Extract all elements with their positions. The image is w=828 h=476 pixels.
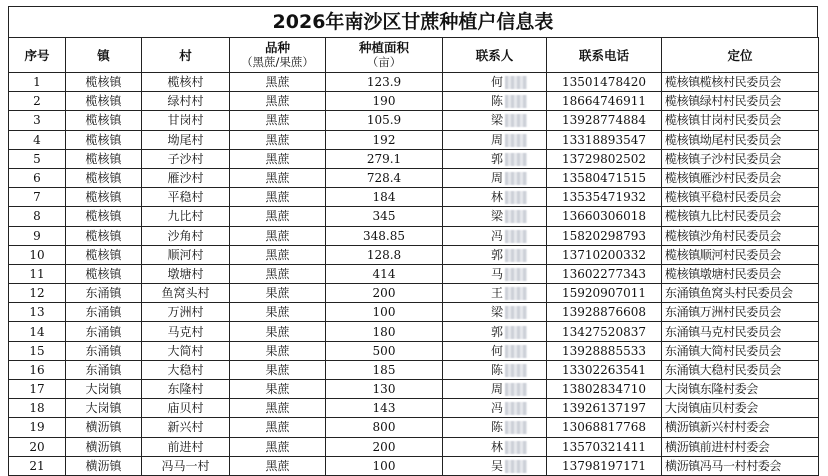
cell-phone: 13302263541 (547, 360, 662, 379)
cell-location: 大岗镇东隆村委会 (662, 380, 819, 399)
spreadsheet (8, 6, 818, 476)
contact-surname: 林 (491, 190, 504, 205)
cell-town: 东涌镇 (66, 303, 142, 322)
cell-area: 143 (326, 399, 443, 418)
cell-seq: 15 (9, 341, 66, 360)
cell-phone: 15820298793 (547, 226, 662, 245)
cell-contact (443, 73, 547, 92)
contact-surname: 梁 (491, 305, 504, 320)
cell-location: 榄核镇榄核村民委员会 (662, 73, 819, 92)
cell-location: 东涌镇万洲村民委员会 (662, 303, 819, 322)
contact-surname: 王 (491, 286, 504, 301)
cell-village: 马克村 (142, 322, 230, 341)
cell-location: 榄核镇子沙村民委员会 (662, 149, 819, 168)
cell-variety: 果蔗 (230, 322, 326, 341)
contact-surname: 吴 (491, 458, 504, 473)
cell-village: 万洲村 (142, 303, 230, 322)
cell-contact (443, 226, 547, 245)
cell-town: 东涌镇 (66, 322, 142, 341)
cell-contact (443, 380, 547, 399)
cell-contact (443, 341, 547, 360)
cell-town: 东涌镇 (66, 360, 142, 379)
table-row (9, 92, 819, 111)
cell-area: 728.4 (326, 168, 443, 187)
cell-village: 坳尾村 (142, 130, 230, 149)
cell-location: 东涌镇大简村民委员会 (662, 341, 819, 360)
cell-contact (443, 111, 547, 130)
cell-location: 榄核镇平稳村民委员会 (662, 188, 819, 207)
header-contact: 联系人 (443, 38, 547, 73)
cell-phone: 13535471932 (547, 188, 662, 207)
cell-area: 800 (326, 418, 443, 437)
cell-contact (443, 418, 547, 437)
cell-contact (443, 264, 547, 283)
cell-town: 榄核镇 (66, 226, 142, 245)
redacted-name-mask (505, 134, 527, 147)
table-row (9, 264, 819, 283)
cell-village: 平稳村 (142, 188, 230, 207)
header-village: 村 (142, 38, 230, 73)
cell-variety: 黑蔗 (230, 188, 326, 207)
cell-contact (443, 207, 547, 226)
cell-location: 横沥镇冯马一村村委会 (662, 456, 819, 475)
cell-area: 414 (326, 264, 443, 283)
cell-phone: 13928885533 (547, 341, 662, 360)
table-row (9, 456, 819, 475)
redacted-name-mask (505, 76, 527, 89)
cell-location: 榄核镇墩塘村民委员会 (662, 264, 819, 283)
cell-variety: 果蔗 (230, 303, 326, 322)
cell-village: 甘岗村 (142, 111, 230, 130)
table-row (9, 207, 819, 226)
cell-town: 大岗镇 (66, 380, 142, 399)
header-row (9, 38, 819, 73)
cell-contact (443, 149, 547, 168)
grower-table (8, 37, 819, 476)
cell-contact (443, 284, 547, 303)
cell-seq: 18 (9, 399, 66, 418)
header-seq: 序号 (9, 38, 66, 73)
cell-location: 榄核镇甘岗村民委员会 (662, 111, 819, 130)
cell-town: 榄核镇 (66, 130, 142, 149)
cell-seq: 3 (9, 111, 66, 130)
cell-variety: 黑蔗 (230, 73, 326, 92)
contact-surname: 郭 (491, 151, 504, 166)
contact-surname: 陈 (491, 94, 504, 109)
cell-seq: 21 (9, 456, 66, 475)
cell-seq: 16 (9, 360, 66, 379)
cell-phone: 13729802502 (547, 149, 662, 168)
cell-phone: 13798197171 (547, 456, 662, 475)
cell-area: 345 (326, 207, 443, 226)
cell-seq: 9 (9, 226, 66, 245)
header-location: 定位 (662, 38, 819, 73)
cell-area: 200 (326, 284, 443, 303)
cell-contact (443, 130, 547, 149)
cell-phone: 13602277343 (547, 264, 662, 283)
cell-area: 192 (326, 130, 443, 149)
cell-phone: 13802834710 (547, 380, 662, 399)
table-row (9, 284, 819, 303)
header-variety-sub: （黑蔗/果蔗） (241, 55, 314, 69)
cell-phone: 13427520837 (547, 322, 662, 341)
cell-variety: 果蔗 (230, 341, 326, 360)
cell-town: 横沥镇 (66, 418, 142, 437)
redacted-name-mask (505, 114, 527, 127)
cell-town: 榄核镇 (66, 207, 142, 226)
cell-seq: 19 (9, 418, 66, 437)
cell-location: 榄核镇绿村村民委员会 (662, 92, 819, 111)
cell-phone: 13068817768 (547, 418, 662, 437)
cell-seq: 5 (9, 149, 66, 168)
header-variety (230, 38, 326, 73)
cell-variety: 黑蔗 (230, 418, 326, 437)
cell-variety: 黑蔗 (230, 264, 326, 283)
cell-variety: 黑蔗 (230, 207, 326, 226)
redacted-name-mask (505, 402, 527, 415)
cell-phone: 13660306018 (547, 207, 662, 226)
cell-location: 榄核镇九比村民委员会 (662, 207, 819, 226)
cell-contact (443, 168, 547, 187)
cell-seq: 20 (9, 437, 66, 456)
contact-surname: 马 (491, 266, 504, 281)
cell-area: 500 (326, 341, 443, 360)
redacted-name-mask (505, 306, 527, 319)
cell-location: 横沥镇前进村村委会 (662, 437, 819, 456)
cell-village: 榄核村 (142, 73, 230, 92)
cell-location: 大岗镇庙贝村委会 (662, 399, 819, 418)
contact-surname: 冯 (491, 401, 504, 416)
contact-surname: 郭 (491, 247, 504, 262)
cell-variety: 黑蔗 (230, 226, 326, 245)
cell-area: 105.9 (326, 111, 443, 130)
cell-village: 大简村 (142, 341, 230, 360)
header-phone: 联系电话 (547, 38, 662, 73)
table-row (9, 73, 819, 92)
cell-contact (443, 437, 547, 456)
cell-location: 榄核镇坳尾村民委员会 (662, 130, 819, 149)
cell-location: 东涌镇马克村民委员会 (662, 322, 819, 341)
cell-town: 榄核镇 (66, 149, 142, 168)
redacted-name-mask (505, 364, 527, 377)
cell-location: 东涌镇大稳村民委员会 (662, 360, 819, 379)
cell-location: 榄核镇顺河村民委员会 (662, 245, 819, 264)
cell-variety: 黑蔗 (230, 92, 326, 111)
redacted-name-mask (505, 421, 527, 434)
cell-town: 东涌镇 (66, 341, 142, 360)
table-row (9, 168, 819, 187)
redacted-name-mask (505, 172, 527, 185)
redacted-name-mask (505, 345, 527, 358)
cell-village: 顺河村 (142, 245, 230, 264)
contact-surname: 梁 (491, 113, 504, 128)
cell-village: 沙角村 (142, 226, 230, 245)
redacted-name-mask (505, 230, 527, 243)
contact-surname: 郭 (491, 324, 504, 339)
cell-contact (443, 456, 547, 475)
cell-contact (443, 399, 547, 418)
header-area-label: 种植面积 (358, 40, 409, 55)
cell-town: 榄核镇 (66, 92, 142, 111)
contact-surname: 陈 (491, 362, 504, 377)
cell-village: 九比村 (142, 207, 230, 226)
cell-contact (443, 322, 547, 341)
cell-area: 128.8 (326, 245, 443, 264)
redacted-name-mask (505, 383, 527, 396)
cell-variety: 黑蔗 (230, 245, 326, 264)
header-variety-label: 品种 (264, 40, 290, 55)
redacted-name-mask (505, 268, 527, 281)
cell-seq: 6 (9, 168, 66, 187)
cell-phone: 13570321411 (547, 437, 662, 456)
redacted-name-mask (505, 441, 527, 454)
table-row (9, 437, 819, 456)
cell-area: 190 (326, 92, 443, 111)
cell-contact (443, 245, 547, 264)
cell-location: 横沥镇新兴村村委会 (662, 418, 819, 437)
cell-seq: 7 (9, 188, 66, 207)
cell-village: 鱼窝头村 (142, 284, 230, 303)
cell-variety: 黑蔗 (230, 111, 326, 130)
cell-phone: 13710200332 (547, 245, 662, 264)
cell-village: 前进村 (142, 437, 230, 456)
cell-area: 130 (326, 380, 443, 399)
table-row (9, 226, 819, 245)
cell-village: 冯马一村 (142, 456, 230, 475)
cell-area: 185 (326, 360, 443, 379)
cell-area: 180 (326, 322, 443, 341)
cell-village: 大稳村 (142, 360, 230, 379)
redacted-name-mask (505, 460, 527, 473)
cell-phone: 15920907011 (547, 284, 662, 303)
cell-location: 东涌镇鱼窝头村民委员会 (662, 284, 819, 303)
cell-variety: 黑蔗 (230, 456, 326, 475)
contact-surname: 梁 (491, 209, 504, 224)
table-title: 2026年南沙区甘蔗种植户信息表 (8, 6, 818, 37)
cell-phone: 13928876608 (547, 303, 662, 322)
cell-contact (443, 360, 547, 379)
cell-variety: 黑蔗 (230, 399, 326, 418)
cell-seq: 2 (9, 92, 66, 111)
cell-village: 雁沙村 (142, 168, 230, 187)
cell-area: 100 (326, 303, 443, 322)
cell-seq: 17 (9, 380, 66, 399)
cell-town: 大岗镇 (66, 399, 142, 418)
cell-seq: 14 (9, 322, 66, 341)
cell-town: 榄核镇 (66, 245, 142, 264)
cell-town: 榄核镇 (66, 111, 142, 130)
contact-surname: 林 (491, 439, 504, 454)
redacted-name-mask (505, 326, 527, 339)
redacted-name-mask (505, 287, 527, 300)
redacted-name-mask (505, 95, 527, 108)
cell-seq: 8 (9, 207, 66, 226)
redacted-name-mask (505, 153, 527, 166)
contact-surname: 冯 (491, 228, 504, 243)
cell-variety: 果蔗 (230, 380, 326, 399)
cell-contact (443, 303, 547, 322)
cell-seq: 12 (9, 284, 66, 303)
cell-village: 东隆村 (142, 380, 230, 399)
contact-surname: 何 (491, 75, 504, 90)
cell-village: 庙贝村 (142, 399, 230, 418)
cell-town: 横沥镇 (66, 456, 142, 475)
cell-variety: 黑蔗 (230, 168, 326, 187)
table-row (9, 380, 819, 399)
cell-seq: 4 (9, 130, 66, 149)
table-row (9, 111, 819, 130)
cell-town: 榄核镇 (66, 73, 142, 92)
cell-location: 榄核镇沙角村民委员会 (662, 226, 819, 245)
redacted-name-mask (505, 191, 527, 204)
header-area (326, 38, 443, 73)
cell-town: 东涌镇 (66, 284, 142, 303)
cell-contact (443, 92, 547, 111)
cell-village: 子沙村 (142, 149, 230, 168)
contact-surname: 周 (491, 382, 504, 397)
cell-phone: 13580471515 (547, 168, 662, 187)
header-town: 镇 (66, 38, 142, 73)
cell-seq: 10 (9, 245, 66, 264)
table-row (9, 418, 819, 437)
cell-town: 横沥镇 (66, 437, 142, 456)
table-row (9, 149, 819, 168)
table-row (9, 322, 819, 341)
cell-area: 100 (326, 456, 443, 475)
cell-village: 绿村村 (142, 92, 230, 111)
cell-location: 榄核镇雁沙村民委员会 (662, 168, 819, 187)
cell-town: 榄核镇 (66, 188, 142, 207)
contact-surname: 周 (491, 132, 504, 147)
cell-variety: 果蔗 (230, 284, 326, 303)
cell-seq: 11 (9, 264, 66, 283)
cell-seq: 1 (9, 73, 66, 92)
cell-variety: 黑蔗 (230, 437, 326, 456)
cell-area: 348.85 (326, 226, 443, 245)
table-row (9, 303, 819, 322)
header-area-sub: （亩） (366, 55, 402, 69)
cell-area: 279.1 (326, 149, 443, 168)
table-row (9, 341, 819, 360)
cell-village: 新兴村 (142, 418, 230, 437)
cell-phone: 18664746911 (547, 92, 662, 111)
cell-contact (443, 188, 547, 207)
redacted-name-mask (505, 210, 527, 223)
cell-variety: 黑蔗 (230, 130, 326, 149)
cell-phone: 13926137197 (547, 399, 662, 418)
cell-area: 200 (326, 437, 443, 456)
cell-phone: 13318893547 (547, 130, 662, 149)
contact-surname: 周 (491, 171, 504, 186)
cell-variety: 黑蔗 (230, 149, 326, 168)
contact-surname: 何 (491, 343, 504, 358)
table-row (9, 399, 819, 418)
cell-variety: 果蔗 (230, 360, 326, 379)
cell-seq: 13 (9, 303, 66, 322)
cell-town: 榄核镇 (66, 264, 142, 283)
cell-phone: 13928774884 (547, 111, 662, 130)
table-row (9, 130, 819, 149)
cell-area: 123.9 (326, 73, 443, 92)
cell-area: 184 (326, 188, 443, 207)
contact-surname: 陈 (491, 420, 504, 435)
cell-town: 榄核镇 (66, 168, 142, 187)
cell-village: 墩塘村 (142, 264, 230, 283)
table-row (9, 245, 819, 264)
table-row (9, 188, 819, 207)
table-row (9, 360, 819, 379)
cell-phone: 13501478420 (547, 73, 662, 92)
redacted-name-mask (505, 249, 527, 262)
table-body (9, 73, 819, 476)
